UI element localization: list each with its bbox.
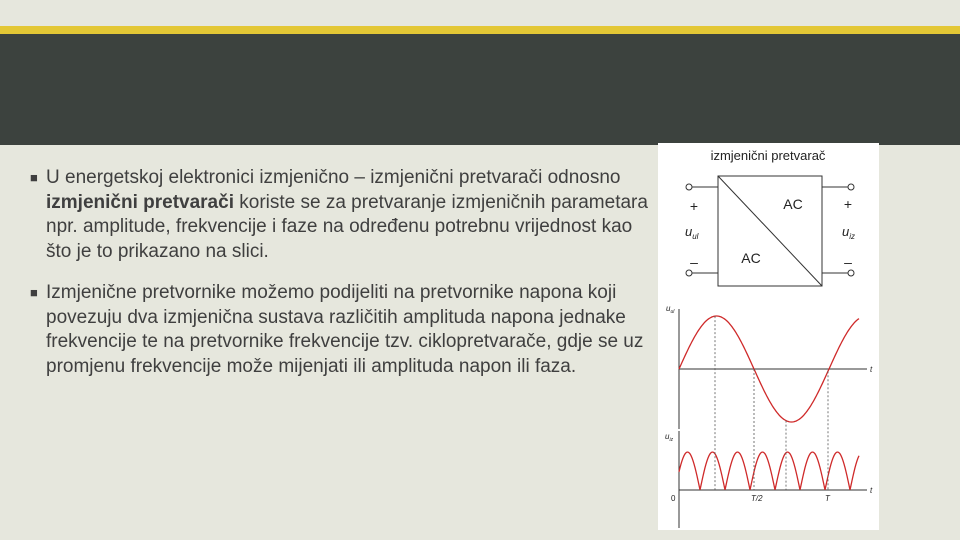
tick-period: T: [825, 494, 830, 503]
figure-title: izmjenični pretvarač: [710, 148, 826, 163]
accent-stripe: [0, 26, 960, 34]
block-label-bottom: AC: [741, 250, 761, 266]
tick-zero: 0: [671, 494, 676, 503]
converter-figure: [658, 143, 879, 530]
plot2-x-label: t: [870, 486, 873, 495]
plot1-y-label: $u_{ul}$: [666, 304, 675, 315]
block-label-top: AC: [783, 196, 803, 212]
converter-diagram: [658, 143, 879, 530]
bullet-1-text-start: U energetskoj elektronici izmjenično – izmjenični pretvarači odnosno: [46, 167, 621, 188]
right-minus-label: –: [844, 254, 852, 270]
square-bullet-icon: ■: [30, 170, 38, 185]
left-minus-label: –: [690, 254, 698, 270]
terminal-icon: [848, 270, 854, 276]
bullet-1-bold-term: izmjenični pretvarači: [46, 191, 234, 213]
dashed-guides: [715, 316, 828, 490]
output-waveform-plot: [665, 431, 873, 528]
plot1-x-label: t: [870, 365, 873, 374]
plot2-y-label: $u_{iz}$: [665, 432, 674, 443]
block-diagonal: [718, 176, 822, 286]
terminal-icon: [686, 270, 692, 276]
tick-half-period: T/2: [751, 494, 763, 503]
bullet-1-text-end: koriste se za pretvaranje izmjeničnih parametara npr. amplitude, frekvencije i faze na određenu potrebnu vrijednost kao što je to prikazano na slici.: [46, 191, 648, 262]
input-voltage-label: $u_{ul}$: [685, 224, 699, 241]
block-diagram: [686, 176, 854, 286]
terminal-icon: [848, 184, 854, 190]
right-plus-label: +: [843, 196, 853, 212]
bullet-2-text: Izmjenične pretvornike možemo podijeliti na pretvornike napona koji povezuju dva izmjenična sustava različitih amplituda napona jednake frekvencije te na pretvornike frekvencije tzv. ciklopretvarače, gdje se uz promjenu frekvencije može mijenjati ili amplituda napon ili faza.: [46, 282, 644, 377]
left-plus-label: +: [689, 198, 699, 214]
bullet-1: [30, 166, 650, 264]
output-waveform: [679, 452, 859, 490]
output-voltage-label: $u_{iz}$: [842, 224, 856, 241]
terminal-icon: [686, 184, 692, 190]
title-band: [0, 34, 960, 145]
slide-body: [30, 166, 650, 396]
input-waveform-plot: [666, 304, 873, 429]
bullet-2: [30, 281, 650, 379]
square-bullet-icon: ■: [30, 285, 38, 300]
